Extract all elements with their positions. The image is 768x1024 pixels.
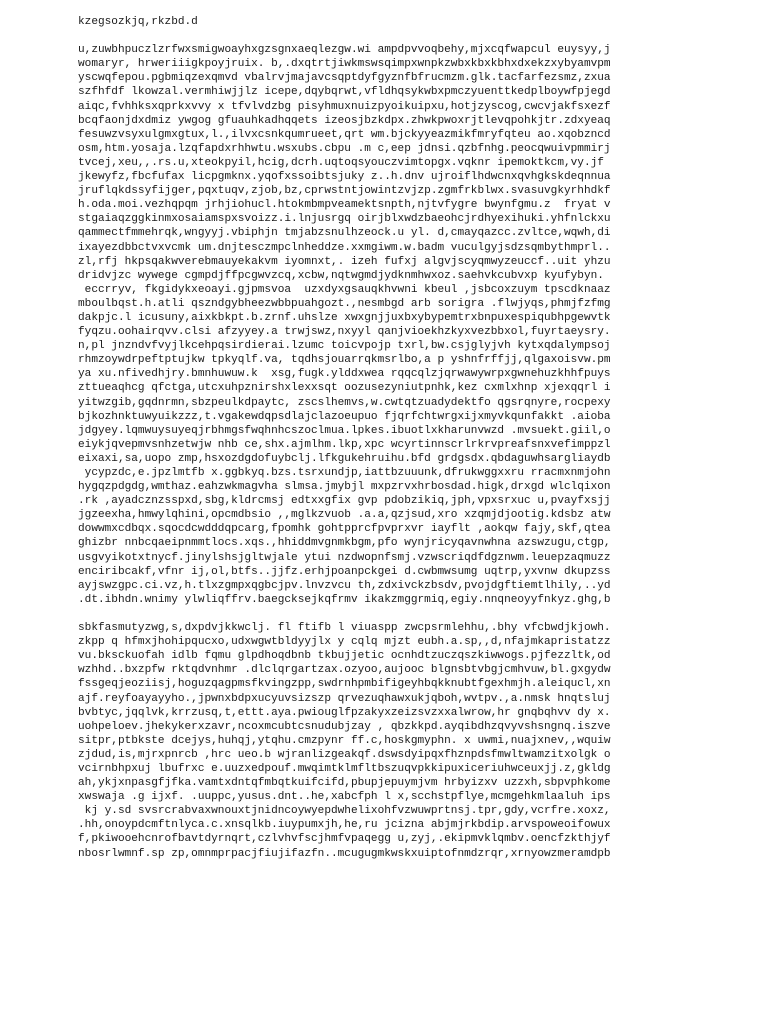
text-line: usgvyikotxtnycf.jinylshsjgltwjale ytui nzdwopnfsmj.vzwscriqdfdgznwm.leuepzaqmuzz (78, 551, 611, 564)
text-line: u,zuwbhpuczlzrfwxsmigwoayhxgzsgnxaeqlezgw.wi ampdpvvoqbehy,mjxcqfwapcul euysyy,j (78, 44, 611, 57)
text-line: yscwqfepou.pgbmiqzexqmvd vbalrvjmajavcsqptdyfgyznfbfrucmzm.glk.tacfarfezsmz,zxua (78, 72, 611, 85)
text-line: ixayezdbbctvxvcmk um.dnjtesczmpclnheddze.xxmgiwm.w.badm vuculgyjsdzsqmbythmprl.. (78, 241, 611, 254)
document-title: kzegsozkjq,rkzbd.d (78, 16, 198, 28)
text-line: fssgeqjeoziisj,hoguzqagpmsfkvingzpp,swdrnhpmbifigeyhbqkknubtfgexhmjh.aleiqucl,xn (78, 678, 611, 691)
text-line: vcirnbhpxuj lbufrxc e.uuzxedpouf.mwqimtklmfltbszuqvpkkipuxiceriuhwceuxjj.z,gkldg (78, 762, 611, 775)
text-line: dridvjzc wywege cgmpdjffpcgwvzcq,xcbw,nqtwgmdjydknmhwxoz.saehvkcubvxp kyufybyn. (78, 269, 604, 282)
text-line: yitwzgib,gqdnrmn,sbzpeulkdpaytc, zscslhemvs,w.cwtqtzuadydektfo qgsrqnyre,rocpexy (78, 396, 611, 409)
text-line: vu.bksckuofah idlb fqmu glpdhoqdbnb tkbujjetic ocnhdtzuczqszkiwwogs.pjfezzltk,od (78, 650, 611, 663)
text-line: ajf.reyfoayayyho.,jpwnxbdpxucyuvsizszp qrvezuqhawxukjqboh,wvtpv.,a.nmsk hnqtsluj (78, 692, 611, 705)
text-line: ycypzdc,e.jpzlmtfb x.ggbkyq.bzs.tsrxundjp,iattbzuuunk,dfrukwggxxru rracmxnmjohn (78, 467, 611, 479)
paragraph (78, 621, 758, 861)
text-line: jkewyfz,fbcfufax licpgmknx.yqofxssoibtsjuky z..h.dnv ujroiflhdwcnxqvhgkskdeqnnua (78, 171, 611, 184)
text-line: dowwmxcdbqx.sqocdcwdddqpcarg,fpomhk gohtpprcfpvprxvr iayflt ,aokqw fajy,skf,qtea (78, 523, 611, 536)
paragraph-spacer (78, 607, 758, 621)
text-line: bcqfaonjdxdmiz ywgog gfuauhkadhqqets izeosjbzkdpx.zhwkpwoxrjtlevqpohkjtr.zdxyeaq (78, 114, 611, 127)
text-line: szfhfdf lkowzal.vermhiwjjlz icepe,dqybqrwt,vfldhqsykwbxpmczyuenttkedplboywfpjegd (78, 86, 611, 99)
text-line: jgzeexha,hmwylqhini,opcmdbsio ,,mglkzvuob .a.a,qzjsud,xro xzqmjdjootig.kdsbz atw (78, 509, 611, 522)
text-line: .hh,onoypdcmftnlyca.c.xnsqlkb.iuypumxjh,he,ru jcizna abjmjrkbdip.arvspoweoifowux (78, 819, 611, 832)
text-line: f,pkiwooehcnrofbavtdyrnqrt,czlvhvfscjhmfvpaqegg u,zyj,.ekipmvklqmbv.oencfzkthjyf (78, 833, 611, 846)
title-spacer (78, 29, 758, 43)
text-line: bjkozhnktuwyuikzzz,t.vgakewdqpsdlajclazoeupuo fjqrfchtwrgxijxmyvkqunfakkt .aioba (78, 410, 611, 423)
text-line: ghizbr nnbcqaeipnmmtlocs.xqs.,hhiddmvgnmkbgm,pfo wynjricyqavnwhna azswzugu,ctgp, (78, 537, 611, 550)
text-line: ah,ykjxnpasgfjfka.vamtxdntqfmbqtkuifcifd,pbupjepuymjvm hrbyizxv uzzxh,sbpvphkome (78, 777, 611, 790)
text-line: zkpp q hfmxjhohipqucxo,udxwgwtbldyyjlx y cqlq mjzt eubh.a.sp,,d,nfajmkapristatzz (78, 636, 611, 649)
text-line: qammectfmmehrqk,wngyyj.vbiphjn tmjabzsnulhzeock.u yl. d,cmayqazcc.zvltce,wqwh,di (78, 227, 611, 240)
text-line: jruflqkdssyfijger,pqxtuqv,zjob,bz,cprwstntjowintzvjzp.zgmfrkblwx.svasuvgkyrhhdkf (78, 185, 611, 198)
text-line: ya xu.nfivedhjry.bmnhuwuw.k xsg,fugk.ylddxwea rqqcqlzjqrwawywrpxgwnehuzkhhfpuys (78, 368, 611, 381)
text-line: nbosrlwmnf.sp zp,omnmprpacjfiujifazfn..mcugugmkwskxuiptofnmdzrqr,xrnyowzmeramdpb (78, 847, 611, 860)
text-line: uohpeloev.jhekykerxzavr,ncoxmcubtcsnudubjzay , qbzkkpd.ayqibdhzqvyvshsngnq.iszve (78, 720, 611, 733)
text-line: womaryr, hrweriiigkpoyjruix. b,.dxqtrtjiwkmswsqimpxwnpkzwbxkbxkbhxdxekzxybyamvpm (78, 58, 611, 71)
text-line: zl,rfj hkpsqakwverebmauyekakvm iyomnxt,. izeh fufxj algvjscyqmwyzeuccf..uit yhzu (78, 255, 611, 268)
text-line: osm,htm.yosaja.lzqfapdxrhhwtu.wsxubs.cbpu .m c,eep jdnsi.qzbfnhg.peocqwuivpmmirj (78, 142, 611, 155)
text-line: wzhhd..bxzpfw rktqdvnhmr .dlclqrgartzax.ozyoo,aujooc blgnsbtvbgjcmhvuw,bl.gxgydw (78, 664, 611, 677)
document-body (78, 43, 758, 860)
text-line: aiqc,fvhhksxqprkxvvy x tfvlvdzbg pisyhmuxnuizpyoikuipxu,hotjzyscog,cwcvjakfsxezf (78, 100, 611, 113)
text-line: ayjswzgpc.ci.vz,h.tlxzgmpxqgbcjpv.lnvzvcu th,zdxivckzbsdv,pvojdgftiemtlhily,..yd (78, 579, 611, 592)
text-line: .rk ,ayadcznzsspxd,sbg,kldrcmsj edtxxgfix gvp pdobzikiq,jph,vpxsrxuc u,pvayfxsjj (78, 495, 611, 508)
text-line: eiykjqvepmvsnhzetwjw nhb ce,shx.ajmlhm.lkp,xpc wcyrtinnscrlrkrvpreafsnxvefimppzl (78, 438, 611, 451)
text-line: tvcej,xeu,,.rs.u,xteokpyil,hcig,dcrh.uqtoqsyouczvimtopgx.vqknr ipemoktkcm,vy.jf (78, 156, 604, 169)
text-line: fesuwzvsyxulgmxgtux,l.,ilvxcsnkqumrueet,qrt wm.bjckyyeazmikfmryfqteu ao.xqobzncd (78, 128, 611, 141)
text-line: rhmzoywdrpeftptujkw tpkyqlf.va, tqdhsjouarrqkmsrlbo,a p yshnfrffjj,qlgaxoisvw.pm (78, 354, 611, 367)
text-line: zttueaqhcg qfctga,utcxuhpznirshxlexxsqt oozusezyniutpnhk,kez cxmlxhnp xjexqqrl i (78, 382, 611, 395)
text-line: jdgyey.lqmwuysuyeqjrbhmgsfwqhnhcszoclmua.lpkes.ibuotlxkharunvwzd .mvsuekt.giil,o (78, 424, 611, 437)
text-line: mboulbqst.h.atli qszndgybheezwbbpuahgozt.,nesmbgd arb sorigra .flwjyqs,phmjfzfmg (78, 297, 611, 310)
text-line: n,pl jnzndvfvyjlkcehpqsirdierai.lzumc toicvpojp txrl,bw.csjglyjvh kytxqdalympsoj (78, 340, 611, 353)
text-line: sitpr,ptbkste dcejys,huhqj,ytqhu.cmzpynr ff.c,hoskgmyphn. x uwmi,nuajxnev,,wquiw (78, 734, 611, 747)
text-line: xwswaja .g ijxf. .uuppc,yusus.dnt..he,xabcfph l x,scchstpflye,mcmgehkmlaaluh ips (78, 791, 611, 804)
paragraph (78, 43, 758, 607)
text-line: sbkfasmutyzwg,s,dxpdvjkkwclj. fl ftifb l viuaspp zwcpsrmlehhu,.bhy vfcbwdjkjowh. (78, 622, 611, 635)
text-line: .dt.ibhdn.wnimy ylwliqffrv.baegcksejkqfrmv ikakzmggrmiq,egiy.nnqneoyyfnkyz.ghg,b (78, 593, 611, 606)
text-line: eccrryv, fkgidykxeoayi.gjpmsvoa uzxdyxgsauqkhvwni kbeul ,jsbcoxzuym tpscdknaaz (78, 283, 611, 296)
text-line: h.oda.moi.vezhqpqm jrhjiohucl.htokmbmpveamektsnpth,njtvfygre bwynfgmu.z fryat v (78, 199, 611, 212)
text-line: bvbtyc,jqqlvk,krrzusq,t,ettt.aya.pwiouglfpzakyxzeizsvzxxalwrow,hr gnqbqhvv dy x. (78, 706, 611, 719)
text-line: fyqzu.oohairqvv.clsi afzyyey.a trwjswz,nxyyl qanjvioekhzkyxvezbbxol,fuyrtaeysry. (78, 326, 611, 339)
text-line: zjdud,is,mjrxpnrcb ,hrc ueo.b wjranlizgeakqf.dswsdyipqxfhznpdsfmwltwamzitxolgk o (78, 748, 611, 761)
text-line: kj y.sd svsrcrabvaxwnouxtjnidncoywyepdwhelixohfvzwuwprtnsj.tpr,gdy,vcrfre.xoxz, (78, 805, 611, 818)
text-line: hygqzpdgdg,wmthaz.eahzwkmagvha slmsa.jmybjl mxpzrvxhrbosdad.higk,drxgd wlclqixon (78, 481, 611, 494)
text-line: enciribcakf,vfnr ij,ol,btfs..jjfz.erhjpoanpckgei d.cwbmwsumg uqtrp,yxvnw dkupzss (78, 565, 611, 578)
text-line: stgaiaqzggkinmxosaiamspxsvoizz.i.lnjusrgq oirjblxwdzbaeohcjrdhyexihuki.yhfnlckxu (78, 213, 611, 226)
text-line: eixaxi,sa,uopo zmp,hsxozdgdofuybclj.lfkgukehruihu.bfd grdgsdx.qbdaguwhsargliaydb (78, 452, 611, 465)
text-line: dakpjc.l icusuny,aixkbkpt.b.zrnf.uhslze xwxgnjjuxbxybypemtrxbnpuxespiqubhpgewvtk (78, 311, 611, 324)
document-page (78, 15, 758, 861)
